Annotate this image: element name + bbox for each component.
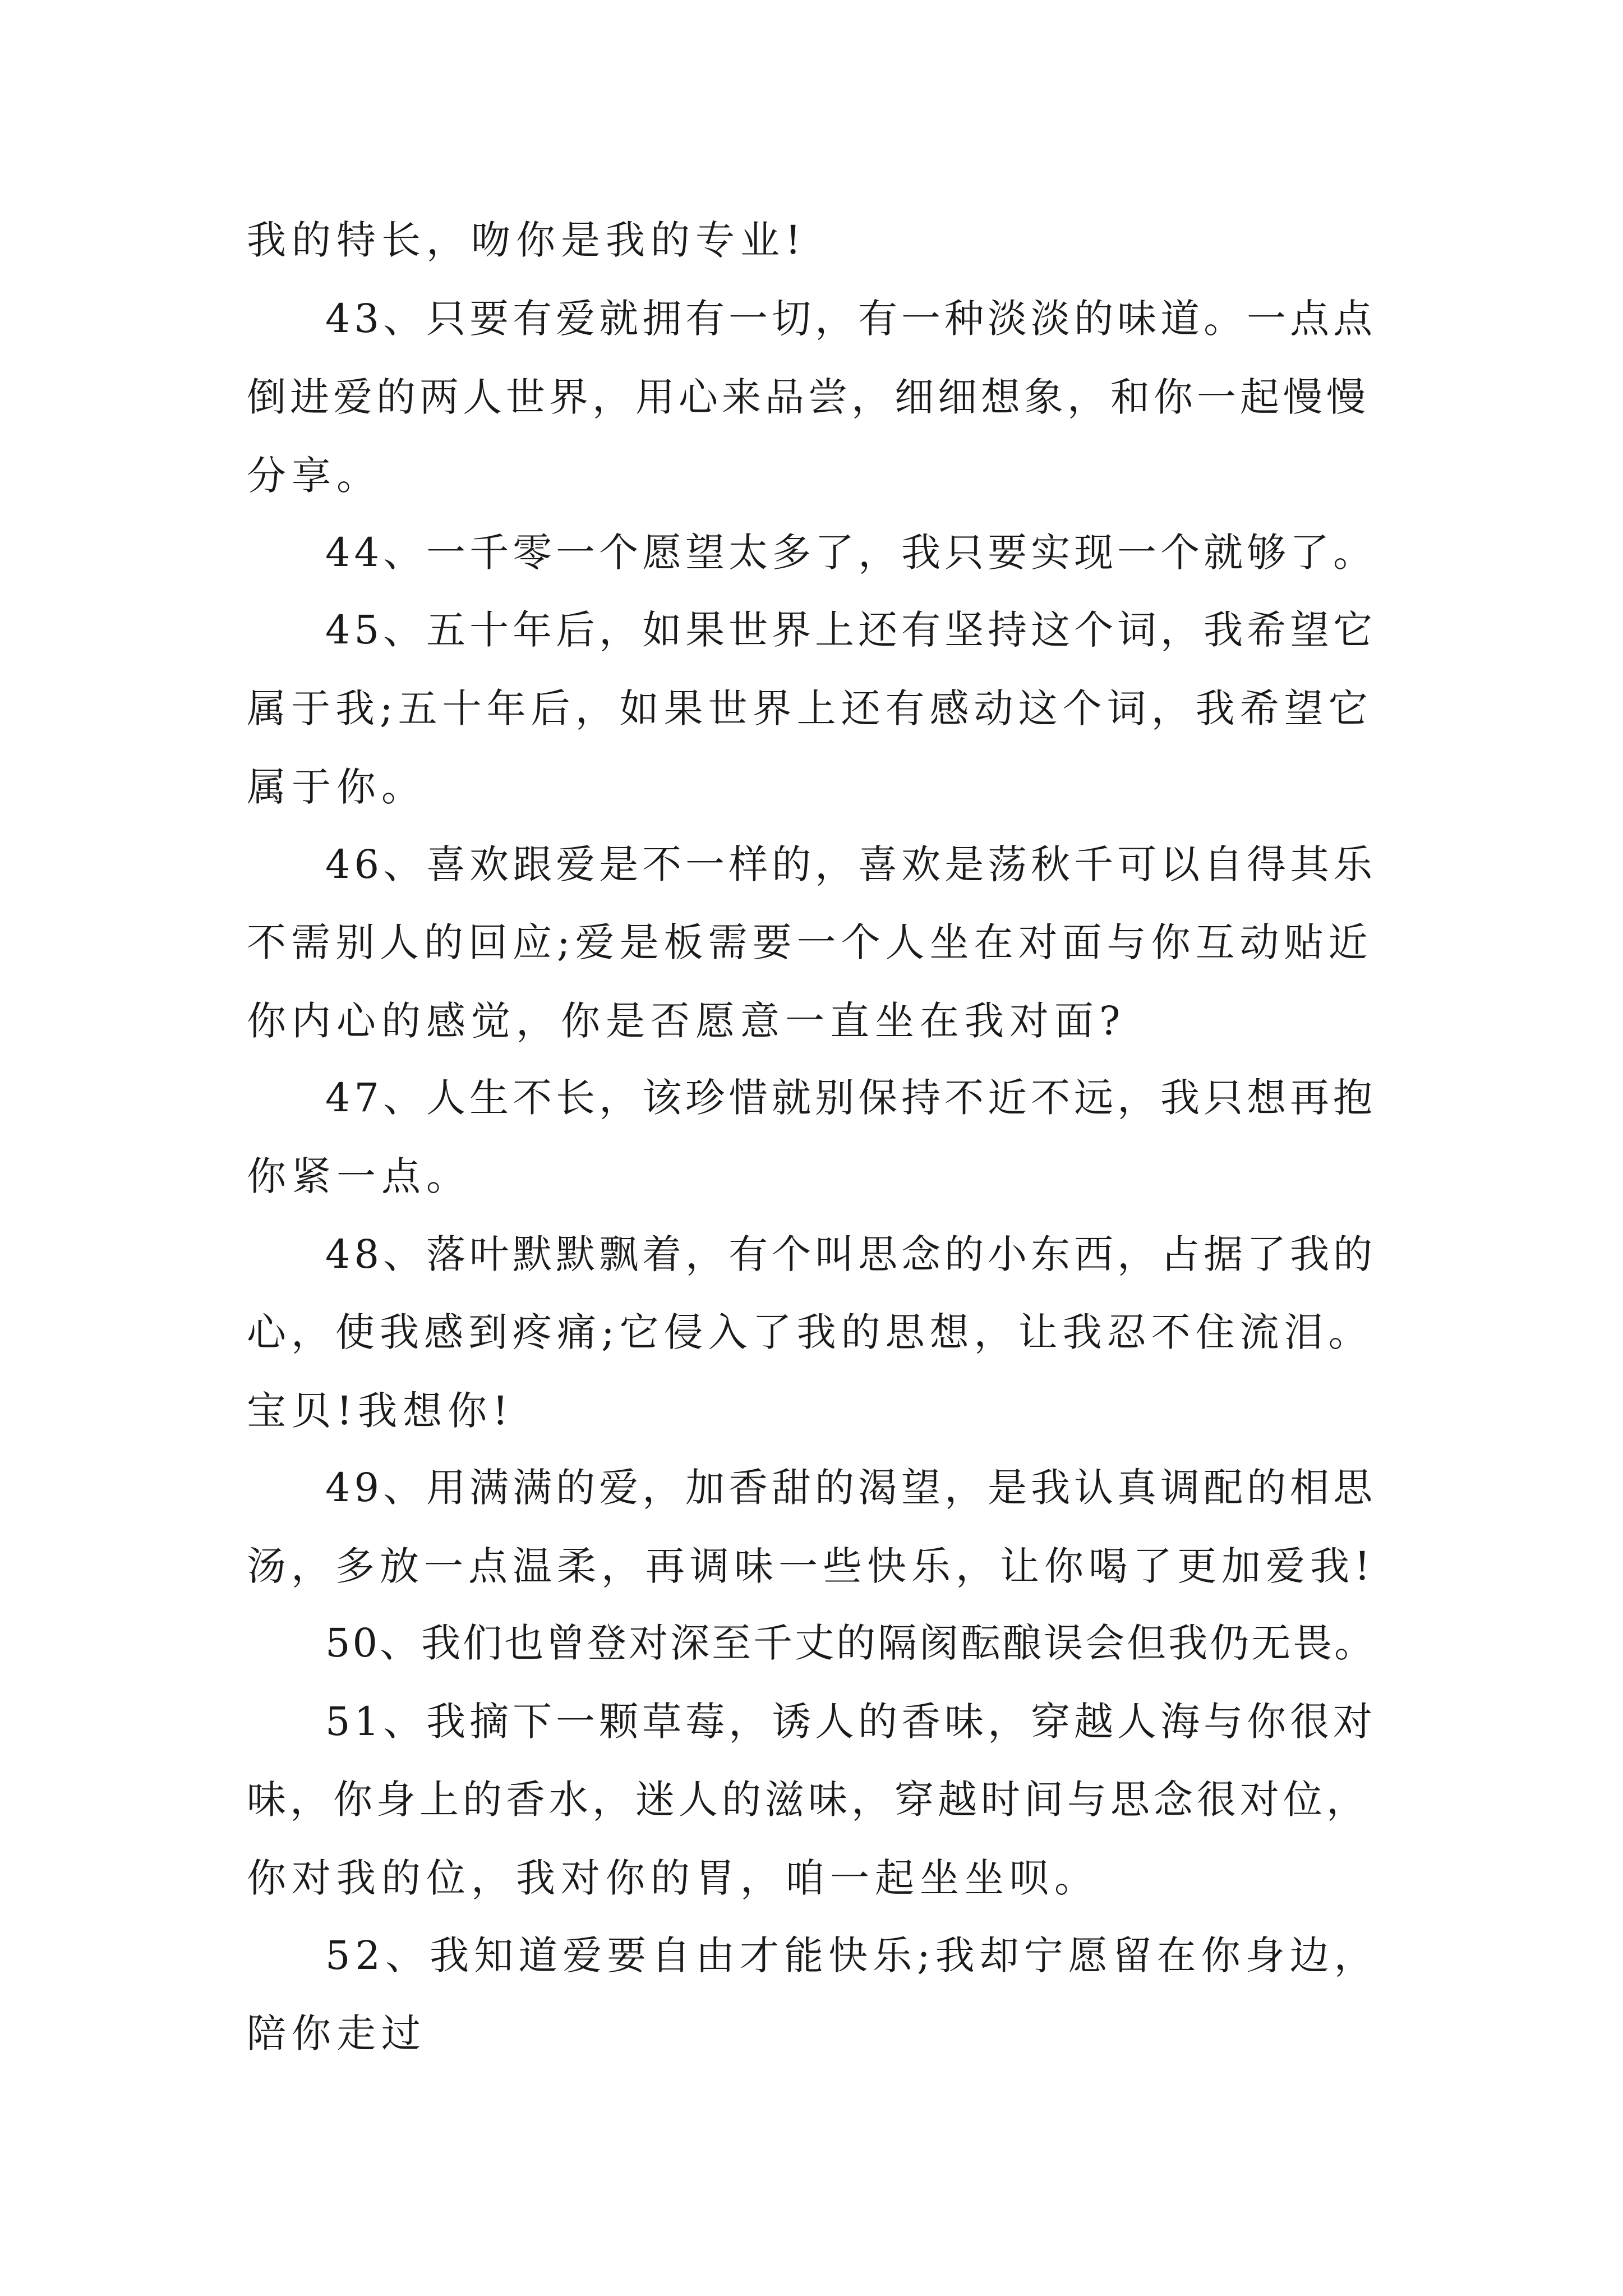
text-line: 47、人生不长，该珍惜就别保持不近不远，我只想再抱 — [325, 1075, 1377, 1121]
text-line: 不需别人的回应;爱是板需要一个人坐在对面与你互动贴近 — [247, 919, 1373, 965]
text-line: 味，你身上的香水，迷人的滋味，穿越时间与思念很对位， — [247, 1777, 1370, 1823]
text-line: 46、喜欢跟爱是不一样的，喜欢是荡秋千可以自得其乐 — [325, 841, 1377, 887]
text-line: 陪你走过 — [247, 2010, 426, 2056]
text-line: 50、我们也曾登对深至千丈的隔阂酝酿误会但我仍无畏。 — [325, 1620, 1376, 1666]
text-line: 51、我摘下一颗草莓，诱人的香味，穿越人海与你很对 — [325, 1699, 1377, 1745]
text-line: 心，使我感到疼痛;它侵入了我的思想，让我忍不住流泪。 — [247, 1309, 1373, 1355]
text-line: 属于你。 — [247, 764, 426, 810]
text-line: 45、五十年后，如果世界上还有坚持这个词，我希望它 — [325, 607, 1377, 653]
text-line: 你内心的感觉，你是否愿意一直坐在我对面? — [247, 998, 1126, 1044]
text-line: 我的特长，吻你是我的专业! — [247, 217, 807, 263]
text-line: 汤，多放一点温柔，再调味一些快乐，让你喝了更加爱我! — [247, 1543, 1376, 1589]
text-line: 分享。 — [247, 453, 381, 499]
text-line: 你对我的位，我对你的胃，咱一起坐坐呗。 — [247, 1855, 1099, 1901]
text-line: 属于我;五十年后，如果世界上还有感动这个词，我希望它 — [247, 685, 1373, 731]
text-line: 倒进爱的两人世界，用心来品尝，细细想象，和你一起慢慢 — [247, 374, 1370, 420]
text-line: 44、一千零一个愿望太多了，我只要实现一个就够了。 — [325, 530, 1377, 576]
text-line: 你紧一点。 — [247, 1153, 471, 1199]
text-line: 宝贝!我想你! — [247, 1388, 514, 1434]
text-line: 43、只要有爱就拥有一切，有一种淡淡的味道。一点点 — [325, 296, 1377, 342]
text-line: 48、落叶默默飘着，有个叫思念的小东西，占据了我的 — [325, 1231, 1377, 1277]
text-line: 52、我知道爱要自由才能快乐;我却宁愿留在你身边， — [325, 1932, 1378, 1978]
text-line: 49、用满满的爱，加香甜的渴望，是我认真调配的相思 — [325, 1465, 1377, 1511]
